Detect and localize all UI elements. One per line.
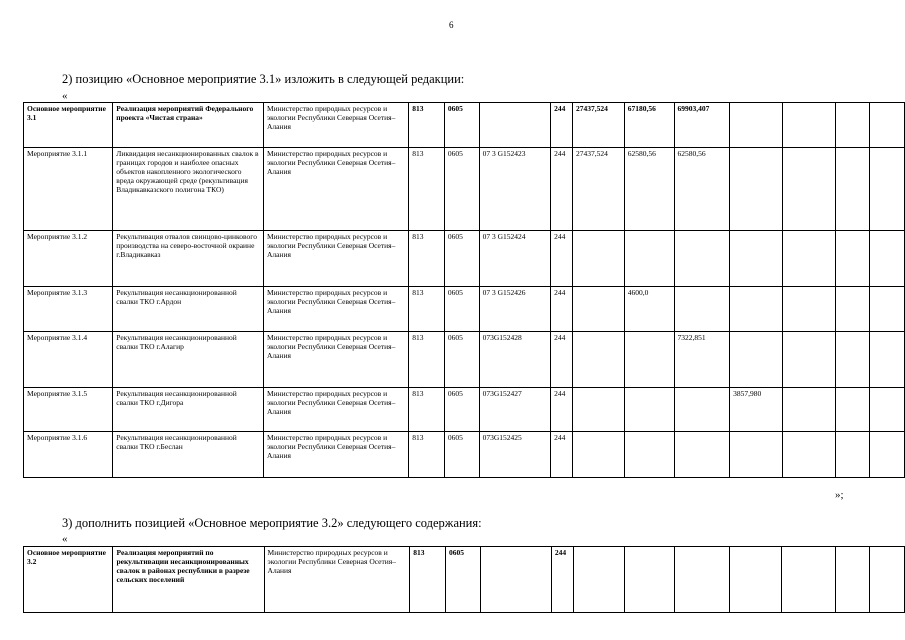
cell-rzpr: 0605 <box>444 287 479 332</box>
cell-v2 <box>624 231 674 287</box>
cell-empty <box>870 287 905 332</box>
cell-v5 <box>782 231 835 287</box>
table-activity-3-2 <box>23 546 905 613</box>
cell-csr: 073G152427 <box>479 388 551 432</box>
cell-vr: 244 <box>551 388 573 432</box>
cell-v5 <box>782 287 835 332</box>
cell-v2: 67180,56 <box>624 103 674 148</box>
cell-vr: 244 <box>551 432 573 478</box>
cell-desc: Ликвидация несанкционированных свалок в границах городов и наиболее опасных объектов накопленного экологического вреда окружающей среде (рекультивация Владикавказского полигона ТКО) <box>113 148 264 231</box>
cell-v3 <box>674 432 730 478</box>
cell-v4 <box>730 432 783 478</box>
cell-v1 <box>573 332 625 388</box>
cell-grbs: 813 <box>409 231 445 287</box>
cell-v1 <box>573 231 625 287</box>
cell-empty <box>870 231 905 287</box>
cell-desc: Реализация мероприятий по рекультивации несанкционированных свалок в районах республики в разрезе сельских поселений <box>113 547 264 613</box>
cell-vr: 244 <box>551 231 573 287</box>
cell-org: Министерство природных ресурсов и экологии Республики Северная Осетия–Алания <box>263 332 408 388</box>
cell-v5 <box>782 547 835 613</box>
cell-v5 <box>782 332 835 388</box>
cell-rzpr: 0605 <box>444 332 479 388</box>
cell-name: Основное мероприятие 3.1 <box>24 103 113 148</box>
cell-org: Министерство природных ресурсов и экологии Республики Северная Осетия–Алания <box>263 148 408 231</box>
cell-grbs: 813 <box>409 388 445 432</box>
cell-name: Мероприятие 3.1.6 <box>24 432 113 478</box>
cell-v5 <box>782 388 835 432</box>
cell-v4 <box>730 287 783 332</box>
cell-org: Министерство природных ресурсов и экологии Республики Северная Осетия–Алания <box>263 388 408 432</box>
cell-v4 <box>729 547 781 613</box>
open-quote-2: « <box>62 533 68 545</box>
cell-name: Мероприятие 3.1.5 <box>24 388 113 432</box>
cell-name: Мероприятие 3.1.2 <box>24 231 113 287</box>
cell-v3: 62580,56 <box>674 148 730 231</box>
cell-v5 <box>782 432 835 478</box>
cell-empty <box>870 432 905 478</box>
cell-v4 <box>730 103 783 148</box>
cell-vr: 244 <box>551 547 573 613</box>
cell-v4 <box>730 231 783 287</box>
cell-grbs: 813 <box>409 148 445 231</box>
table-row-3-1-2 <box>24 231 905 287</box>
cell-v1 <box>573 432 625 478</box>
cell-v4: 3857,980 <box>730 388 783 432</box>
cell-desc: Рекультивация несанкционированной свалки ТКО г.Ардон <box>113 287 264 332</box>
cell-v6 <box>835 287 869 332</box>
cell-grbs: 813 <box>409 332 445 388</box>
cell-v2: 4600,0 <box>624 287 674 332</box>
cell-v3: 69903,407 <box>674 103 730 148</box>
cell-org: Министерство природных ресурсов и экологии Республики Северная Осетия–Алания <box>263 287 408 332</box>
table-row-3-1-5 <box>24 388 905 432</box>
close-quote-1: »; <box>835 489 844 501</box>
cell-v1 <box>573 287 625 332</box>
cell-grbs: 813 <box>409 287 445 332</box>
cell-empty <box>870 148 905 231</box>
table-row-3-1-6 <box>24 432 905 478</box>
cell-desc: Рекультивация несанкционированной свалки ТКО г.Беслан <box>113 432 264 478</box>
cell-desc: Реализация мероприятий Федерального проекта «Чистая страна» <box>113 103 264 148</box>
cell-v3: 7322,851 <box>674 332 730 388</box>
cell-v6 <box>835 231 869 287</box>
cell-v3 <box>674 547 729 613</box>
cell-v4 <box>730 148 783 231</box>
cell-v6 <box>835 332 869 388</box>
cell-csr: 07 3 G152426 <box>479 287 551 332</box>
cell-rzpr: 0605 <box>444 432 479 478</box>
cell-v5 <box>782 103 835 148</box>
paragraph-3: 3) дополнить позицией «Основное мероприятие 3.2» следующего содержания: <box>62 516 482 530</box>
cell-v6 <box>835 148 869 231</box>
cell-v4 <box>730 332 783 388</box>
cell-rzpr: 0605 <box>444 231 479 287</box>
cell-v2 <box>625 547 674 613</box>
cell-empty <box>870 388 905 432</box>
table-activity-3-1 <box>23 102 905 478</box>
cell-csr: 07 3 G152423 <box>479 148 551 231</box>
table-row-3-1-1 <box>24 148 905 231</box>
cell-csr: 073G152428 <box>479 332 551 388</box>
table-row-3-1-4 <box>24 332 905 388</box>
cell-rzpr: 0605 <box>446 547 481 613</box>
cell-v6 <box>835 432 869 478</box>
cell-v2: 62580,56 <box>624 148 674 231</box>
cell-csr <box>479 103 551 148</box>
page-number: 6 <box>449 20 454 30</box>
cell-grbs: 813 <box>410 547 446 613</box>
cell-v6 <box>835 103 869 148</box>
cell-desc: Рекультивация отвалов свинцово-цинкового производства на северо-восточной окраине г.Владикавказ <box>113 231 264 287</box>
cell-v3 <box>674 231 730 287</box>
table-row-head <box>24 547 905 613</box>
cell-name: Мероприятие 3.1.3 <box>24 287 113 332</box>
cell-csr <box>480 547 551 613</box>
cell-name: Мероприятие 3.1.4 <box>24 332 113 388</box>
cell-rzpr: 0605 <box>444 103 479 148</box>
cell-v1 <box>573 388 625 432</box>
cell-v2 <box>624 388 674 432</box>
cell-grbs: 813 <box>409 432 445 478</box>
cell-org: Министерство природных ресурсов и экологии Республики Северная Осетия–Алания <box>263 231 408 287</box>
table-row-3-1-3 <box>24 287 905 332</box>
cell-name: Мероприятие 3.1.1 <box>24 148 113 231</box>
cell-v2 <box>624 332 674 388</box>
cell-v6 <box>835 388 869 432</box>
cell-vr: 244 <box>551 287 573 332</box>
table-row-head <box>24 103 905 148</box>
cell-name: Основное мероприятие 3.2 <box>24 547 113 613</box>
cell-rzpr: 0605 <box>444 388 479 432</box>
cell-vr: 244 <box>551 332 573 388</box>
cell-empty <box>870 103 905 148</box>
cell-org: Министерство природных ресурсов и экологии Республики Северная Осетия–Алания <box>263 432 408 478</box>
cell-org: Министерство природных ресурсов и экологии Республики Северная Осетия–Алания <box>263 103 408 148</box>
cell-v1: 27437,524 <box>573 103 625 148</box>
cell-v3 <box>674 287 730 332</box>
cell-grbs: 813 <box>409 103 445 148</box>
cell-rzpr: 0605 <box>444 148 479 231</box>
paragraph-2: 2) позицию «Основное мероприятие 3.1» изложить в следующей редакции: <box>62 72 465 86</box>
cell-vr: 244 <box>551 148 573 231</box>
open-quote-1: « <box>62 90 68 102</box>
cell-csr: 073G152425 <box>479 432 551 478</box>
cell-empty <box>870 332 905 388</box>
cell-v1 <box>573 547 624 613</box>
cell-vr: 244 <box>551 103 573 148</box>
cell-empty <box>870 547 905 613</box>
cell-desc: Рекультивация несанкционированной свалки ТКО г.Дигора <box>113 388 264 432</box>
cell-v3 <box>674 388 730 432</box>
cell-v5 <box>782 148 835 231</box>
cell-csr: 07 3 G152424 <box>479 231 551 287</box>
cell-desc: Рекультивация несанкционированной свалки ТКО г.Алагир <box>113 332 264 388</box>
cell-org: Министерство природных ресурсов и экологии Республики Северная Осетия– Алания <box>264 547 410 613</box>
cell-v1: 27437,524 <box>573 148 625 231</box>
cell-v2 <box>624 432 674 478</box>
cell-v6 <box>835 547 870 613</box>
